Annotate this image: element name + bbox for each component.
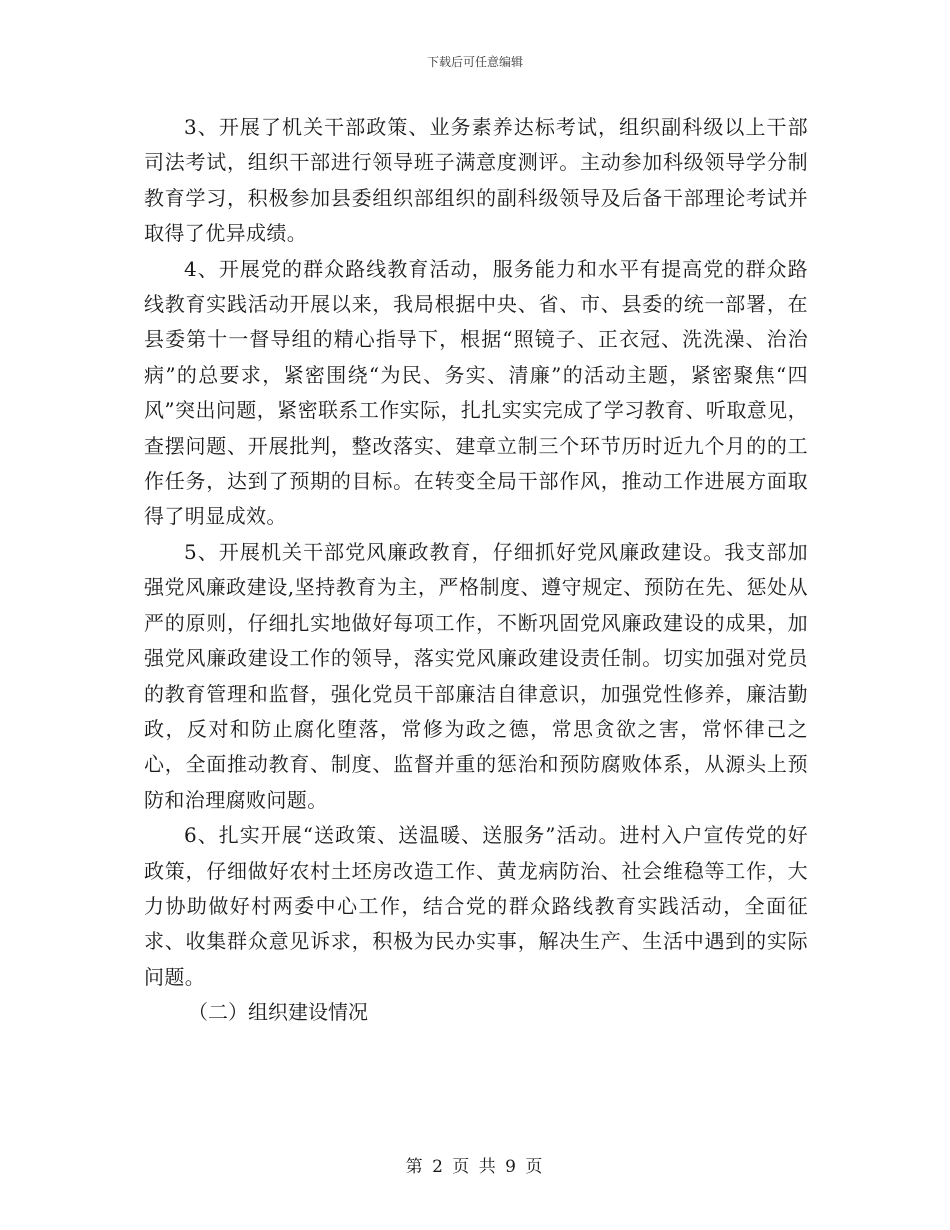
section-heading: （二）组织建设情况 (188, 1000, 368, 1025)
document-body (144, 110, 808, 1031)
paragraph-item-5: 5、开展机关干部党风廉政教育，仔细抓好党风廉政建设。我支部加强党风廉政建设,坚持教育为主，严格制度、遵守规定、预防在先、惩处从严的原则，仔细扎实地做好每项工作，不断巩固党风廉政建设的成果，加强党风廉政建设工作的领导，落实党风廉政建设责任制。切实加强对党员的教育管理和监督，强化党员干部廉洁自律意识，加强党性修养，廉洁勤政，反对和防止腐化堕落，常修为政之德，常思贪欲之害，常怀律己之心，全面推动教育、制度、监督并重的惩治和预防腐败体系，从源头上预防和治理腐败问题。 (144, 539, 808, 812)
paragraph-item-3: 3、开展了机关干部政策、业务素养达标考试，组织副科级以上干部司法考试，组织干部进行领导班子满意度测评。主动参加科级领导学分制教育学习，积极参加县委组织部组织的副科级领导及后备干部理论考试并取得了优异成绩。 (144, 115, 808, 246)
page-number: 第 2 页 共 9 页 (405, 1157, 545, 1177)
header-note: 下载后可任意编辑 (426, 55, 523, 69)
paragraph-item-4: 4、开展党的群众路线教育活动，服务能力和水平有提高党的群众路线教育实践活动开展以来，我局根据中央、省、市、县委的统一部署，在县委第十一督导组的精心指导下，根据“照镜子、正衣冠、洗洗澡、治治病”的总要求，紧密围绕“为民、务实、清廉”的活动主题，紧密聚焦“四风”突出问题，紧密联系工作实际，扎扎实实完成了学习教育、听取意见，查摆问题、开展批判，整改落实、建章立制三个环节历时近九个月的的工作任务，达到了预期的目标。在转变全局干部作风，推动工作进展方面取得了明显成效。 (144, 256, 808, 529)
paragraph-item-6: 6、扎实开展“送政策、送温暖、送服务”活动。进村入户宣传党的好政策，仔细做好农村土坯房改造工作、黄龙病防治、社会维稳等工作，大力协助做好村两委中心工作，结合党的群众路线教育实践活动，全面征求、收集群众意见诉求，积极为民办实事，解决生产、生活中遇到的实际问题。 (144, 823, 808, 989)
